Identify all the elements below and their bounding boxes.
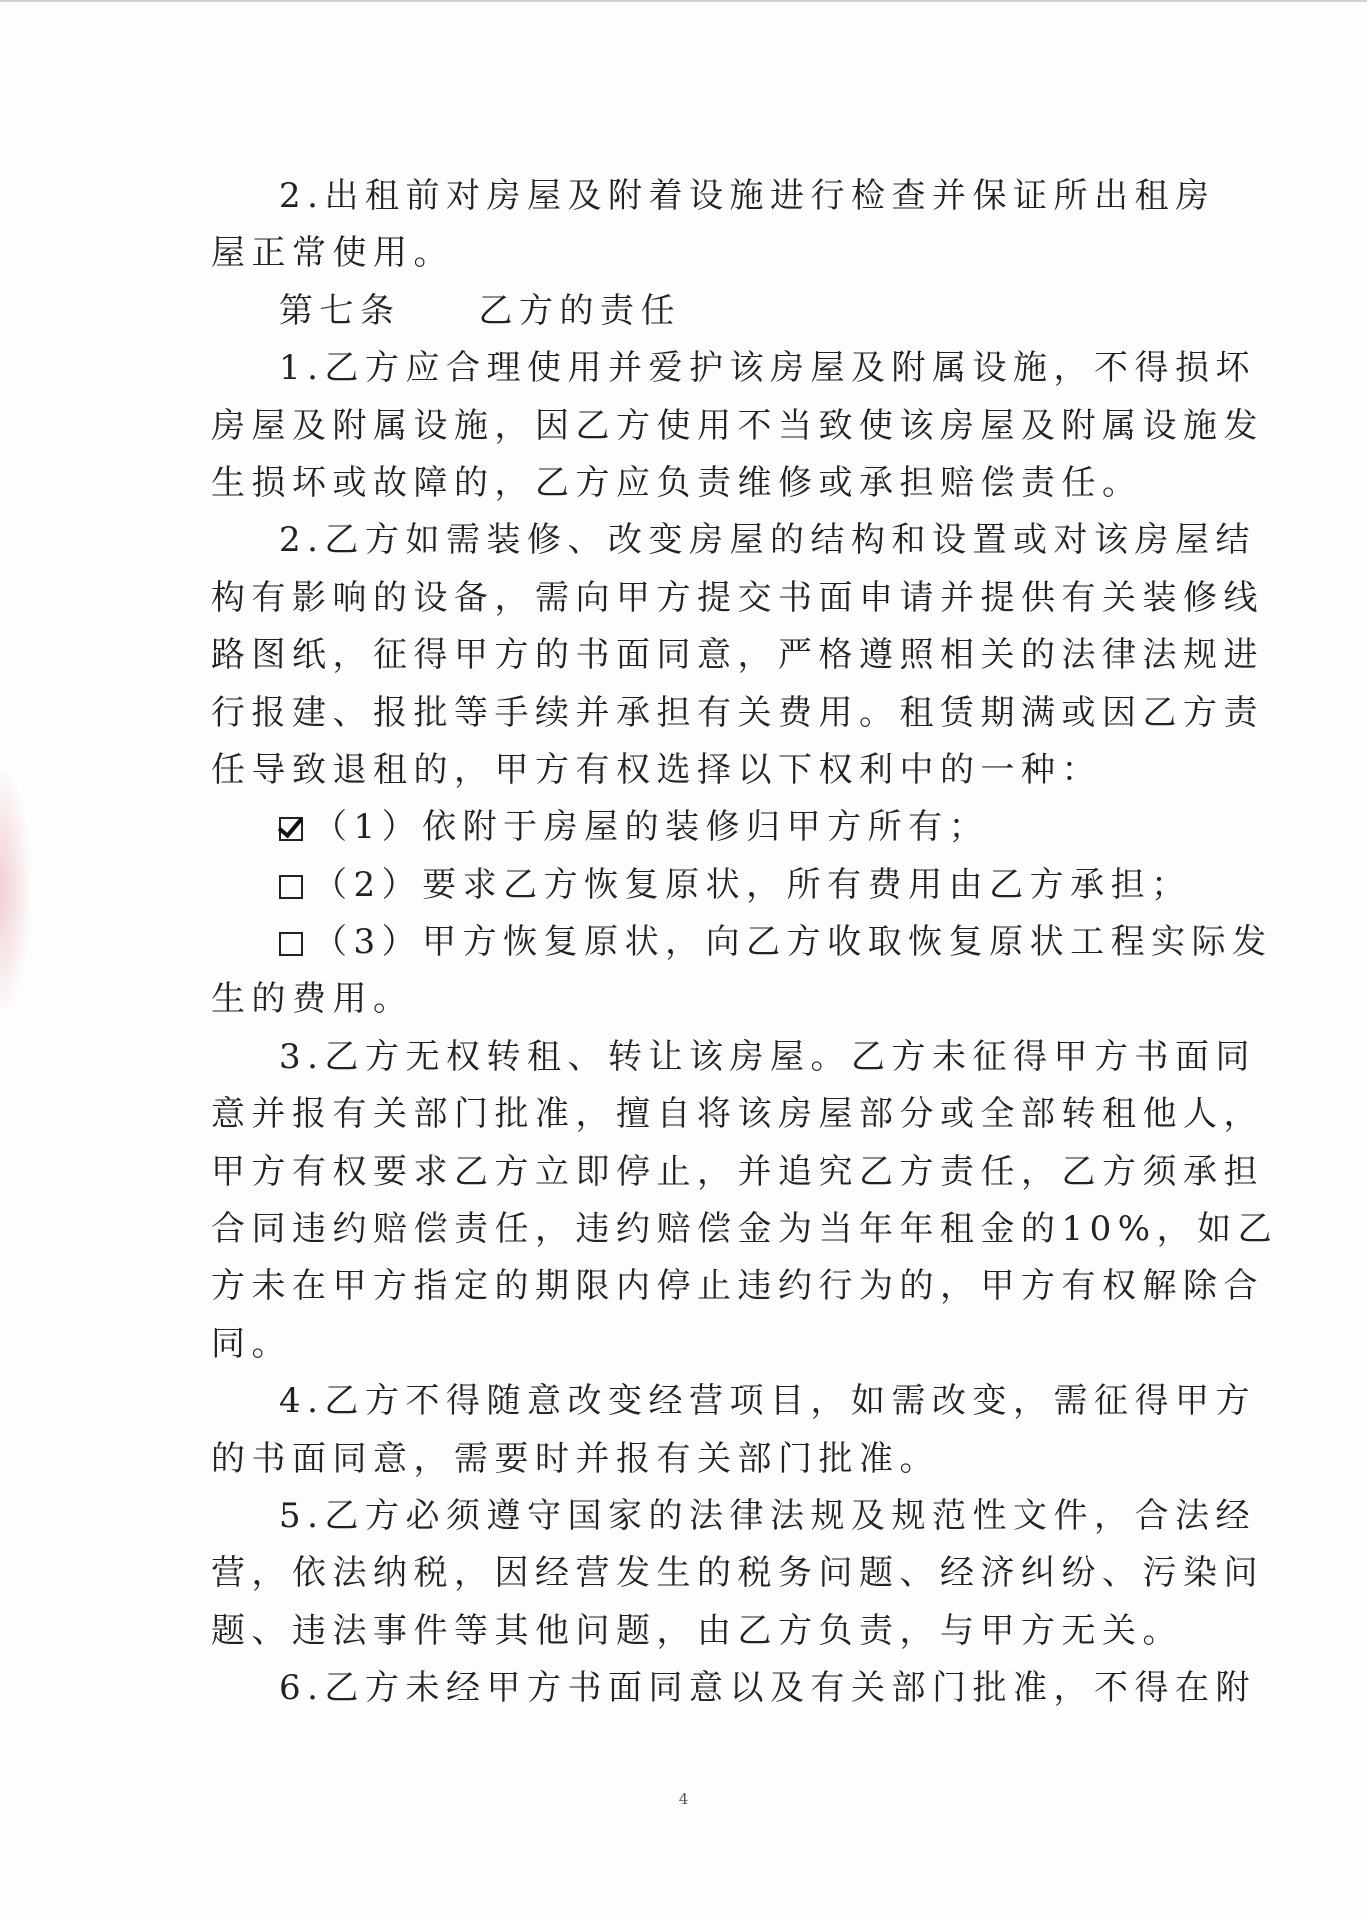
- paragraph-line: 房屋及附属设施，因乙方使用不当致使该房屋及附属设施发: [211, 405, 1264, 446]
- option-3-label: （3）甲方恢复原状，向乙方收取恢复原状工程实际发: [313, 922, 1273, 963]
- seal-stamp-fragment: [0, 770, 30, 1010]
- paragraph-line: 屋正常使用。: [211, 233, 454, 274]
- option-3: [211, 914, 1273, 971]
- section-title: 乙方的责任: [478, 290, 681, 331]
- paragraph-line: 2.出租前对房屋及附着设施进行检查并保证所出租房: [279, 176, 1216, 216]
- paragraph-line: 生损坏或故障的，乙方应负责维修或承担赔偿责任。: [211, 462, 1143, 503]
- section-heading: [211, 283, 1151, 340]
- paragraph-line: 6.乙方未经甲方书面同意以及有关部门批准，不得在附: [279, 1668, 1256, 1709]
- paragraph-line: 的书面同意，需要时并报有关部门批准。: [211, 1438, 940, 1479]
- paragraph-line: 合同违约赔偿责任，违约赔偿金为当年年租金的10%，如乙: [211, 1209, 1279, 1250]
- paragraph-line: 同。: [211, 1323, 292, 1364]
- paragraph-line: 路图纸，征得甲方的书面同意，严格遵照相关的法律法规进: [211, 635, 1264, 676]
- paragraph-line: 方未在甲方指定的期限内停止违约行为的，甲方有权解除合: [211, 1266, 1264, 1307]
- document-body: [211, 168, 1279, 1718]
- checkbox-empty-icon: [279, 875, 303, 899]
- section-number: 第七条: [279, 290, 401, 331]
- checkbox-checked-icon: [279, 817, 303, 841]
- checkbox-empty-icon: [279, 932, 303, 956]
- paragraph-line: 生的费用。: [211, 979, 414, 1020]
- paragraph-line: 甲方有权要求乙方立即停止，并追究乙方责任，乙方须承担: [211, 1151, 1264, 1192]
- option-1: [211, 799, 1151, 856]
- paragraph-line: 5.乙方必须遵守国家的法律法规及规范性文件，合法经: [279, 1495, 1256, 1536]
- paragraph-line: 3.乙方无权转租、转让该房屋。乙方未征得甲方书面同: [279, 1036, 1256, 1077]
- paragraph-line: 意并报有关部门批准，擅自将该房屋部分或全部转租他人，: [211, 1094, 1264, 1135]
- paragraph-line: 行报建、报批等手续并承担有关费用。租赁期满或因乙方责: [211, 692, 1264, 733]
- paragraph-line: 4.乙方不得随意改变经营项目，如需改变，需征得甲方: [279, 1381, 1256, 1422]
- paragraph-line: 2.乙方如需装修、改变房屋的结构和设置或对该房屋结: [279, 520, 1256, 561]
- page-top-edge: [0, 0, 1367, 2]
- option-2-label: （2）要求乙方恢复原状，所有费用由乙方承担；: [313, 864, 1192, 905]
- page-number: 4: [678, 1790, 689, 1808]
- option-2: [211, 857, 1192, 914]
- option-1-label: （1）依附于房屋的装修归甲方所有；: [313, 807, 990, 848]
- paragraph-line: 营，依法纳税，因经营发生的税务问题、经济纠纷、污染问: [211, 1553, 1264, 1594]
- paragraph-line: 1.乙方应合理使用并爱护该房屋及附属设施，不得损坏: [279, 348, 1256, 389]
- paragraph-line: 构有影响的设备，需向甲方提交书面申请并提供有关装修线: [211, 577, 1264, 618]
- paragraph-line: 题、违法事件等其他问题，由乙方负责，与甲方无关。: [211, 1610, 1183, 1651]
- paragraph-line: 任导致退租的，甲方有权选择以下权利中的一种：: [211, 749, 1102, 790]
